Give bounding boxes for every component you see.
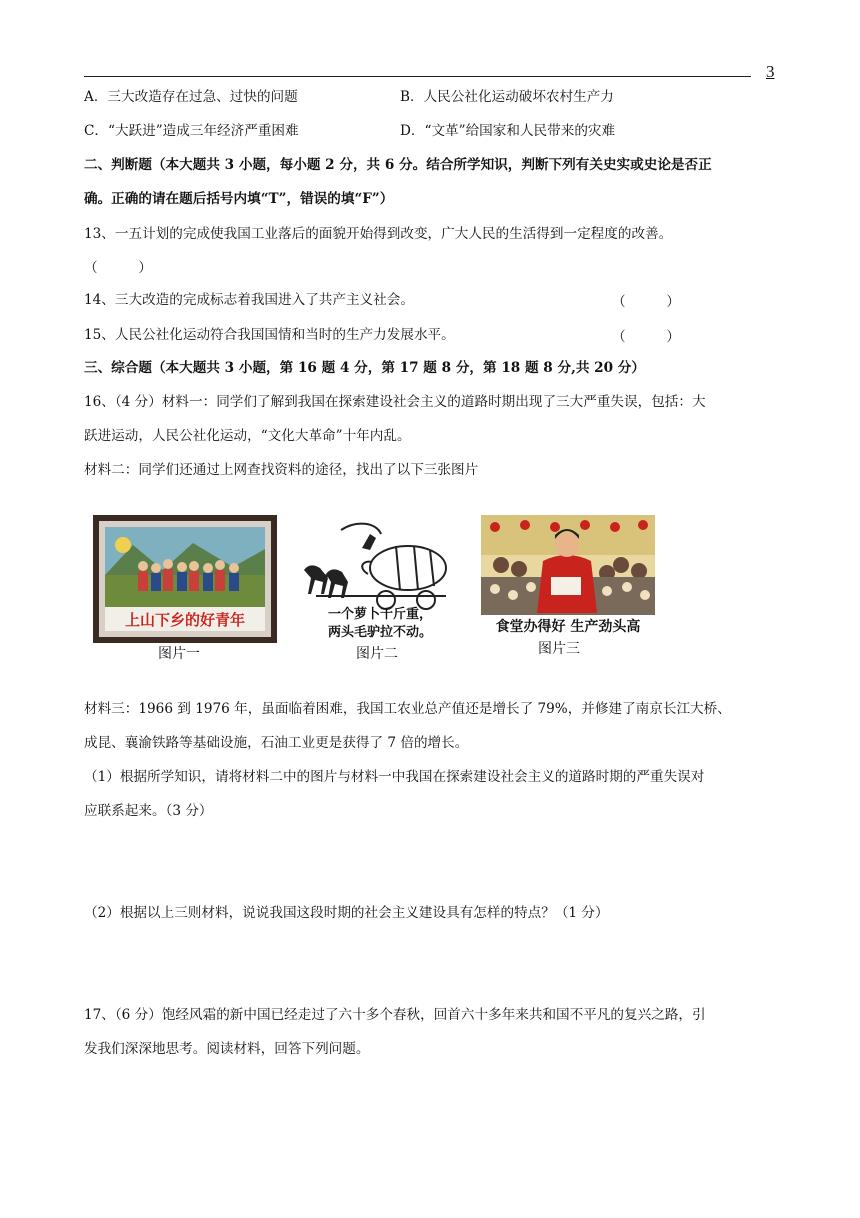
answer-paren-15[interactable]: （ ） xyxy=(612,329,680,345)
section3-heading: 三、综合题（本大题共 3 小题，第 16 题 4 分，第 17 题 8 分，第 18 题 8 分,共 20 分） xyxy=(84,360,645,376)
question-16-line1: 16、（4 分）材料一：同学们了解到我国在探索建设社会主义的道路时期出现了三大严重失误，包括：大 xyxy=(84,394,706,410)
material-2: 材料二：同学们还通过上网查找资料的途径，找出了以下三张图片 xyxy=(84,462,479,478)
picture-1-poster-text: 上山下乡的好青年 xyxy=(124,611,246,629)
subquestion-1-line1: （1）根据所学知识，请将材料二中的图片与材料一中我国在探索建设社会主义的道路时期的严重失误对 xyxy=(84,769,705,785)
picture-2 xyxy=(296,520,458,646)
section2-heading-line2: 确。正确的请在题后括号内填“T”，错误的填“F”） xyxy=(84,191,394,207)
picture-2-poster-text-line1: 一个萝卜千斤重， xyxy=(327,607,433,622)
choice-a: A．三大改造存在过急、过快的问题 xyxy=(84,89,298,105)
subquestion-2: （2）根据以上三则材料，说说我国这段时期的社会主义建设具有怎样的特点？（1 分） xyxy=(84,905,609,921)
picture-2-poster-text-line2: 两头毛驴拉不动。 xyxy=(327,625,433,640)
question-16-line2: 跃进运动，人民公社化运动，“文化大革命”十年内乱。 xyxy=(84,428,411,444)
picture-1 xyxy=(93,515,277,647)
question-17-line1: 17、（6 分）饱经风霜的新中国已经走过了六十多个春秋，回首六十多年来共和国不平凡的复兴之路，引 xyxy=(84,1007,706,1023)
picture-1-caption: 图片一 xyxy=(158,646,200,662)
choice-b: B．人民公社化运动破坏农村生产力 xyxy=(400,89,614,105)
answer-paren-14[interactable]: （ ） xyxy=(612,294,680,310)
page-number: 3 xyxy=(766,62,775,81)
question-13: 13、一五计划的完成使我国工业落后的面貌开始得到改变，广大人民的生活得到一定程度的改善。 xyxy=(84,226,673,242)
question-15: 15、人民公社化运动符合我国国情和当时的生产力发展水平。 xyxy=(84,327,455,343)
picture-2-caption: 图片二 xyxy=(356,646,398,662)
section2-heading-line1: 二、判断题（本大题共 3 小题，每小题 2 分，共 6 分。结合所学知识，判断下列有关史实或史论是否正 xyxy=(84,157,712,173)
header-rule xyxy=(84,76,751,77)
material-3-line1: 材料三：1966 到 1976 年，虽面临着困难，我国工农业总产值还是增长了 79%，并修建了南京长江大桥、 xyxy=(84,701,731,717)
answer-paren-13[interactable]: （ ） xyxy=(84,260,152,276)
subquestion-1-line2: 应联系起来。（3 分） xyxy=(84,803,213,819)
choice-c: C．“大跃进”造成三年经济严重困难 xyxy=(84,123,299,139)
picture-3-caption: 图片三 xyxy=(538,641,580,657)
question-14: 14、三大改造的完成标志着我国进入了共产主义社会。 xyxy=(84,292,414,308)
picture-3-poster-text: 食堂办得好 生产劲头高 xyxy=(495,619,641,635)
picture-3 xyxy=(481,515,655,641)
material-3-line2: 成昆、襄渝铁路等基础设施，石油工业更是获得了 7 倍的增长。 xyxy=(84,735,469,751)
question-17-line2: 发我们深深地思考。阅读材料，回答下列问题。 xyxy=(84,1041,370,1057)
choice-d: D．“文革”给国家和人民带来的灾难 xyxy=(400,123,616,139)
